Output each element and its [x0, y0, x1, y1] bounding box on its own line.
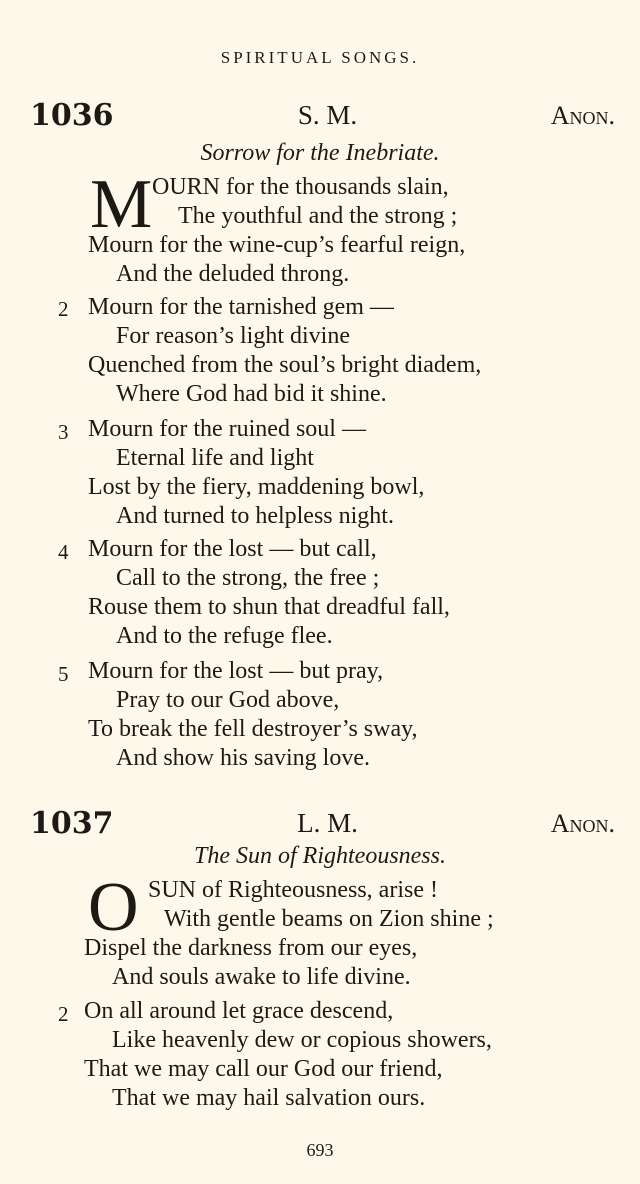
hymn-subtitle: Sorrow for the Inebriate.	[200, 140, 440, 166]
verse-line: To break the fell destroyer’s sway,	[88, 716, 418, 742]
hymn-number: 1036	[30, 98, 114, 133]
verse-line: That we may call our God our friend,	[84, 1056, 443, 1082]
verse-line: On all around let grace descend,	[84, 998, 394, 1024]
verse-line: Rouse them to shun that dreadful fall,	[88, 594, 450, 620]
verse-line: Mourn for the tarnished gem —	[88, 294, 394, 320]
hymn-author: Anon.	[550, 101, 615, 130]
verse-line: That we may hail salvation ours.	[112, 1085, 426, 1111]
verse-line: Mourn for the lost — but pray,	[88, 658, 384, 684]
verse-line: And souls awake to life divine.	[112, 964, 411, 990]
verse-line: Mourn for the lost — but call,	[88, 536, 377, 562]
verse-line: And the deluded throng.	[116, 261, 350, 287]
verse-line: Pray to our God above,	[116, 687, 340, 713]
verse-number: 5	[58, 662, 69, 686]
verse-line: Mourn for the ruined soul —	[88, 416, 366, 442]
verse-line: With gentle beams on Zion shine ;	[164, 906, 494, 932]
verse-number: 4	[58, 540, 69, 564]
verse-line: SUN of Righteousness, arise !	[148, 877, 438, 903]
verse-line: Quenched from the soul’s bright diadem,	[88, 352, 482, 378]
hymn-author: Anon.	[550, 809, 615, 838]
hymn-header	[30, 98, 615, 138]
verse-line: For reason’s light divine	[116, 323, 350, 349]
hymn-header	[30, 806, 615, 846]
verse-line: Call to the strong, the free ;	[116, 565, 380, 591]
verse-line: Mourn for the wine-cup’s fearful reign,	[88, 232, 466, 258]
hymn-meter: S. M.	[297, 100, 358, 130]
verse-line: The youthful and the strong ;	[178, 203, 458, 229]
verse-line: Eternal life and light	[116, 445, 314, 471]
drop-cap: O	[88, 869, 139, 946]
verse-number: 2	[58, 297, 69, 321]
verse-line: And to the refuge flee.	[116, 623, 333, 649]
verse-line: And show his saving love.	[116, 745, 370, 771]
drop-cap: M	[90, 166, 153, 243]
verse-line: Like heavenly dew or copious showers,	[112, 1027, 492, 1053]
verse-line: Dispel the darkness from our eyes,	[84, 935, 418, 961]
hymn-subtitle: The Sun of Righteousness.	[194, 843, 446, 869]
running-head: SPIRITUAL SONGS.	[220, 48, 420, 67]
hymn-meter: L. M.	[297, 808, 358, 838]
verse-line: OURN for the thousands slain,	[152, 174, 449, 200]
verse-line: Where God had bid it shine.	[116, 381, 387, 407]
verse-line: Lost by the fiery, maddening bowl,	[88, 474, 425, 500]
page-number: 693	[306, 1140, 334, 1160]
verse-number: 2	[58, 1002, 69, 1026]
verse-line: And turned to helpless night.	[116, 503, 394, 529]
verse-number: 3	[58, 420, 69, 444]
hymn-number: 1037	[30, 806, 114, 841]
